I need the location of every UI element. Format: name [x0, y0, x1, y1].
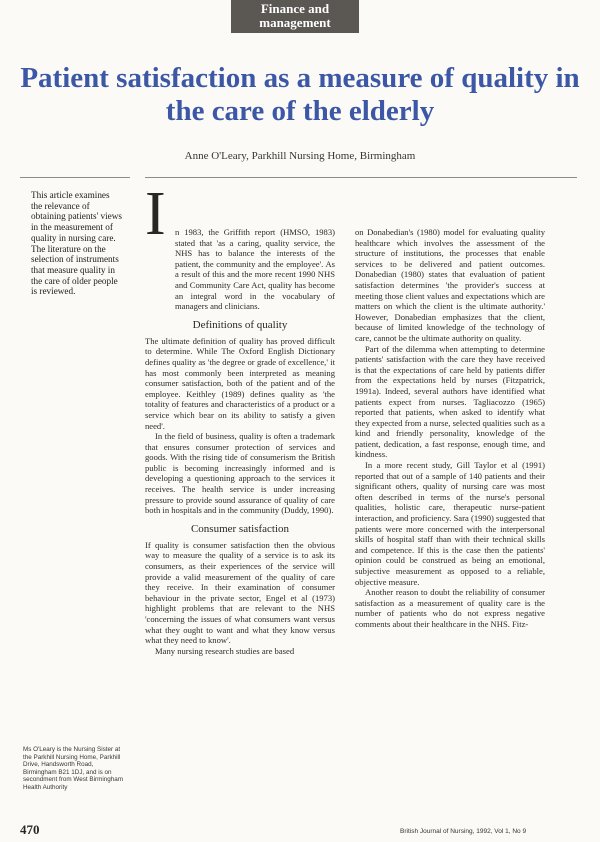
body-column-2 — [355, 227, 545, 833]
body-paragraph: In a more recent study, Gill Taylor et al (1991) reported that out of a sample of 140 patients and their significant others, quality of nursing care was most often described in terms of the nurse's personal qualities, holistic care, therapeutic nurse-patient interaction, and proficiency. Sara (1990) suggested that patients were more concerned with the interpersonal skills of hospital staff than with their technical skills and competence. If this is the case then the patients' opinion could be construed as being an emotional, subjective measurement as opposed to a reliable, objective measure. — [355, 460, 545, 587]
drop-cap: I — [145, 180, 166, 248]
author-footnote: Ms O'Leary is the Nursing Sister at the Parkhill Nursing Home, Parkhill Drive, Handsworth Road, Birmingham B21 1DJ, and is on secondment from West Birmingham Health Authority — [23, 746, 123, 791]
section-tab: Finance and management — [231, 0, 359, 33]
body-paragraph: If quality is consumer satisfaction then the obvious way to measure the quality of a service is to ask its consumers, as their experiences of the service will provide a valid measurement of the quality of care they receive. In their examination of consumer behaviour in the private sector, Engel et al (1973) highlight problems that are relevant to the NHS 'concerning the issues of what consumers want versus what they ought to want and what they know versus what they need to know'. — [145, 539, 335, 646]
heading-definitions-of-quality: Definitions of quality — [192, 318, 288, 331]
body-column-1 — [145, 227, 335, 833]
body-paragraph: Another reason to doubt the reliability of consumer satisfaction as a measurement of quality care is the number of patients who do not express negative comments about their healthcare in the NHS. Fitz- — [355, 587, 545, 629]
divider-left — [20, 177, 130, 178]
journal-citation: British Journal of Nursing, 1992, Vol 1, No 9 — [400, 828, 527, 835]
heading-consumer-satisfaction: Consumer satisfaction — [190, 522, 290, 535]
body-paragraph: Part of the dilemma when attempting to determine patients' satisfaction with the care they have received is that the expectations of care held by patients differ from the expectations held by nurses (Fitzpatrick, 1991a). Indeed, several authors have identified what patients expect from nurses. Tagliacozzo (1965) reported that patients, when asked to identify what they expected from a nurse, selected qualities such as a kind and friendly personality, knowledge of the patient, dedication, a fast response, enough time, and kindness. — [355, 343, 545, 460]
divider-right — [145, 177, 577, 178]
abstract: This article examines the relevance of obtaining patients' views in the measurement of quality in nursing care. The literature on the selection of instruments that measure quality in the care of older people is reviewed. — [31, 190, 122, 297]
article-title: Patient satisfaction as a measure of quality in the care of the elderly — [20, 62, 580, 127]
body-paragraph: The ultimate definition of quality has proved difficult to determine. While The Oxford English Dictionary defines quality as 'the degree or grade of excellence,' it has most commonly been interpreted as meaning consumer satisfaction, both of the patient and of the employee. Keithley (1989) defines quality as 'the totality of features and characteristics of a product or a service which bear on its ability to satisfy a given need'. — [145, 335, 335, 431]
byline: Anne O'Leary, Parkhill Nursing Home, Birmingham — [184, 150, 416, 162]
body-paragraph: Many nursing research studies are based — [155, 645, 295, 656]
body-paragraph: In the field of business, quality is often a trademark that ensures consumer protection of services and goods. With the rising tide of consumerism the British public is becoming increasingly informed and is developing a questioning approach to the services it receives. The health service is under increasing pressure to provide sound assurance of quality of care both in hospitals and in the community (Duddy, 1990). — [145, 431, 335, 516]
body-paragraph: on Donabedian's (1980) model for evaluating quality healthcare which involves the assessment of the structure of institutions, the processes that enable services to be delivered and patient outcomes. Donabedian (1980) states that evaluation of patient satisfaction determines 'the provider's success at meeting those client values and expectations which are matters on which the client is the ultimate authority.' However, Donabedian emphasizes that the client, because of limited knowledge of the technology of care, cannot be the ultimate authority on quality. — [355, 227, 545, 343]
page-number: 470 — [20, 822, 40, 837]
intro-paragraph: n 1983, the Griffith report (HMSO, 1983) stated that 'as a caring, quality service, the NHS has to balance the interests of the patient, the community and the employee'. As a result of this and the more recent 1990 NHS and Community Care Act, quality has become an integral word in the vocabulary of managers and clinicians. — [175, 227, 335, 312]
